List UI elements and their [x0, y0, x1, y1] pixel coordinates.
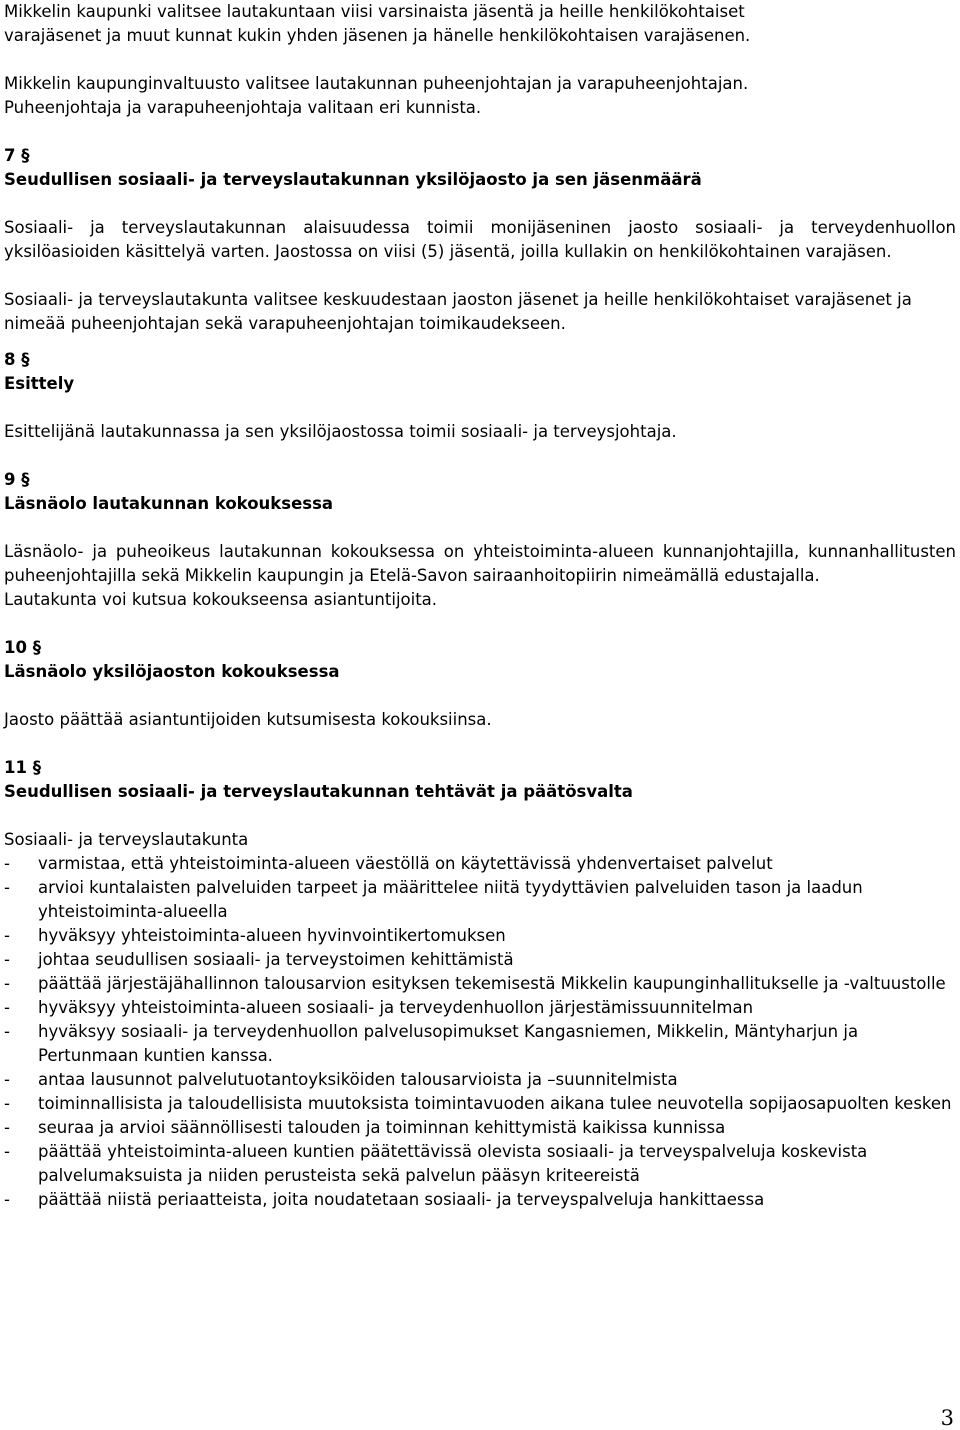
list-item: [4, 1116, 956, 1140]
page-number: 3: [940, 1406, 954, 1430]
list-item-text: päättää yhteistoiminta-alueen kuntien päätettävissä olevista sosiaali- ja terveyspalveluja koskevista palvelumaksuista ja niiden perusteista sekä palvelun pääsyn kriteereistä: [38, 1142, 868, 1185]
section-8-paragraph-1: Esittelijänä lautakunnassa ja sen yksilöjaostossa toimii sosiaali- ja terveysjohtaja.: [4, 422, 677, 441]
section-11-task-list: [4, 852, 956, 1212]
list-item-text: arvioi kuntalaisten palveluiden tarpeet ja määrittelee niitä tyydyttävien palveluiden tason ja laadun yhteistoiminta-alueella: [38, 878, 863, 921]
spacer: [4, 48, 956, 72]
section-9-paragraph-1: Läsnäolo- ja puheoikeus lautakunnan kokouksessa on yhteistoiminta-alueen kunnanjohtajilla, kunnanhallitusten puheenjohtajilla sekä Mikkelin kaupungin ja Etelä-Savon sairaanhoitopiirin nimeämällä edustajalla.: [4, 542, 956, 585]
list-item: [4, 876, 956, 924]
intro-paragraph-1: Mikkelin kaupunki valitsee lautakuntaan viisi varsinaista jäsentä ja heille henkilökohtaiset varajäsenet ja muut kunnat kukin yhden jäsenen ja hänelle henkilökohtaisen varajäsenen.: [4, 2, 751, 45]
section-11-title: Seudullisen sosiaali- ja terveyslautakunnan tehtävät ja päätösvalta: [4, 782, 633, 801]
section-9-paragraph-2: Lautakunta voi kutsua kokoukseensa asiantuntijoita.: [4, 590, 438, 609]
list-dash: -: [4, 1070, 10, 1089]
list-dash: -: [4, 1190, 10, 1209]
section-8-number: 8 §: [4, 350, 30, 369]
list-item-text: päättää järjestäjähallinnon talousarvion esityksen tekemisestä Mikkelin kaupunginhallitukselle ja -valtuustolle: [38, 974, 946, 993]
section-7-number: 7 §: [4, 146, 30, 165]
list-item: [4, 1020, 956, 1068]
list-dash: -: [4, 878, 10, 897]
section-7-title: Seudullisen sosiaali- ja terveyslautakunnan yksilöjaosto ja sen jäsenmäärä: [4, 170, 702, 189]
list-dash: -: [4, 854, 10, 873]
list-item: [4, 1068, 956, 1092]
section-9-title: Läsnäolo lautakunnan kokouksessa: [4, 494, 334, 513]
document-page: [4, 0, 956, 1212]
list-item-text: päättää niistä periaatteista, joita noudatetaan sosiaali- ja terveyspalveluja hankittaessa: [38, 1190, 765, 1209]
section-10-paragraph-1: Jaosto päättää asiantuntijoiden kutsumisesta kokouksiinsa.: [4, 710, 492, 729]
section-7-paragraph-1: Sosiaali- ja terveyslautakunnan alaisuudessa toimii monijäseninen jaosto sosiaali- ja terveydenhuollon yksilöasioiden käsittelyä varten. Jaostossa on viisi (5) jäsentä, joilla kullakin on henkilökohtainen varajäsen.: [4, 218, 956, 261]
list-item-text: hyväksyy sosiaali- ja terveydenhuollon palvelusopimukset Kangasniemen, Mikkelin, Mäntyharjun ja Pertunmaan kuntien kanssa.: [38, 1022, 859, 1065]
list-item-text: hyväksyy yhteistoiminta-alueen sosiaali- ja terveydenhuollon järjestämissuunnitelman: [38, 998, 754, 1017]
list-item: [4, 924, 956, 948]
list-item: [4, 1092, 956, 1116]
section-7-paragraph-2: Sosiaali- ja terveyslautakunta valitsee keskuudestaan jaoston jäsenet ja heille henkilökohtaiset varajäsenet ja nimeää puheenjohtajan sekä varapuheenjohtajan toimikaudekseen.: [4, 290, 912, 333]
list-item-text: hyväksyy yhteistoiminta-alueen hyvinvointikertomuksen: [38, 926, 506, 945]
section-10-number: 10 §: [4, 638, 41, 657]
section-11-number: 11 §: [4, 758, 41, 777]
list-item: [4, 948, 956, 972]
list-item-text: johtaa seudullisen sosiaali- ja terveystoimen kehittämistä: [38, 950, 514, 969]
list-dash: -: [4, 950, 10, 969]
section-8-title: Esittely: [4, 374, 75, 393]
list-item: [4, 1188, 956, 1212]
list-dash: -: [4, 998, 10, 1017]
list-item: [4, 852, 956, 876]
list-item-text: varmistaa, että yhteistoiminta-alueen väestöllä on käytettävissä yhdenvertaiset palvelut: [38, 854, 773, 873]
list-item-text: antaa lausunnot palvelutuotantoyksiköiden talousarvioista ja –suunnitelmista: [38, 1070, 678, 1089]
section-11-intro: Sosiaali- ja terveyslautakunta: [4, 830, 249, 849]
intro-paragraph-2: Mikkelin kaupunginvaltuusto valitsee lautakunnan puheenjohtajan ja varapuheenjohtajan. Puheenjohtaja ja varapuheenjohtaja valitaan eri kunnista.: [4, 74, 749, 117]
section-10-title: Läsnäolo yksilöjaoston kokouksessa: [4, 662, 340, 681]
list-dash: -: [4, 1022, 10, 1041]
list-dash: -: [4, 926, 10, 945]
list-item-text: seuraa ja arvioi säännöllisesti talouden ja toiminnan kehittymistä kaikissa kunnissa: [38, 1118, 726, 1137]
list-item: [4, 996, 956, 1020]
list-item-text: toiminnallisista ja taloudellisista muutoksista toimintavuoden aikana tulee neuvotella sopijaosapuolten kesken: [38, 1094, 952, 1113]
section-9-number: 9 §: [4, 470, 30, 489]
list-dash: -: [4, 1142, 10, 1161]
list-item: [4, 1140, 956, 1188]
list-item: [4, 972, 956, 996]
list-dash: -: [4, 974, 10, 993]
list-dash: -: [4, 1094, 10, 1113]
list-dash: -: [4, 1118, 10, 1137]
